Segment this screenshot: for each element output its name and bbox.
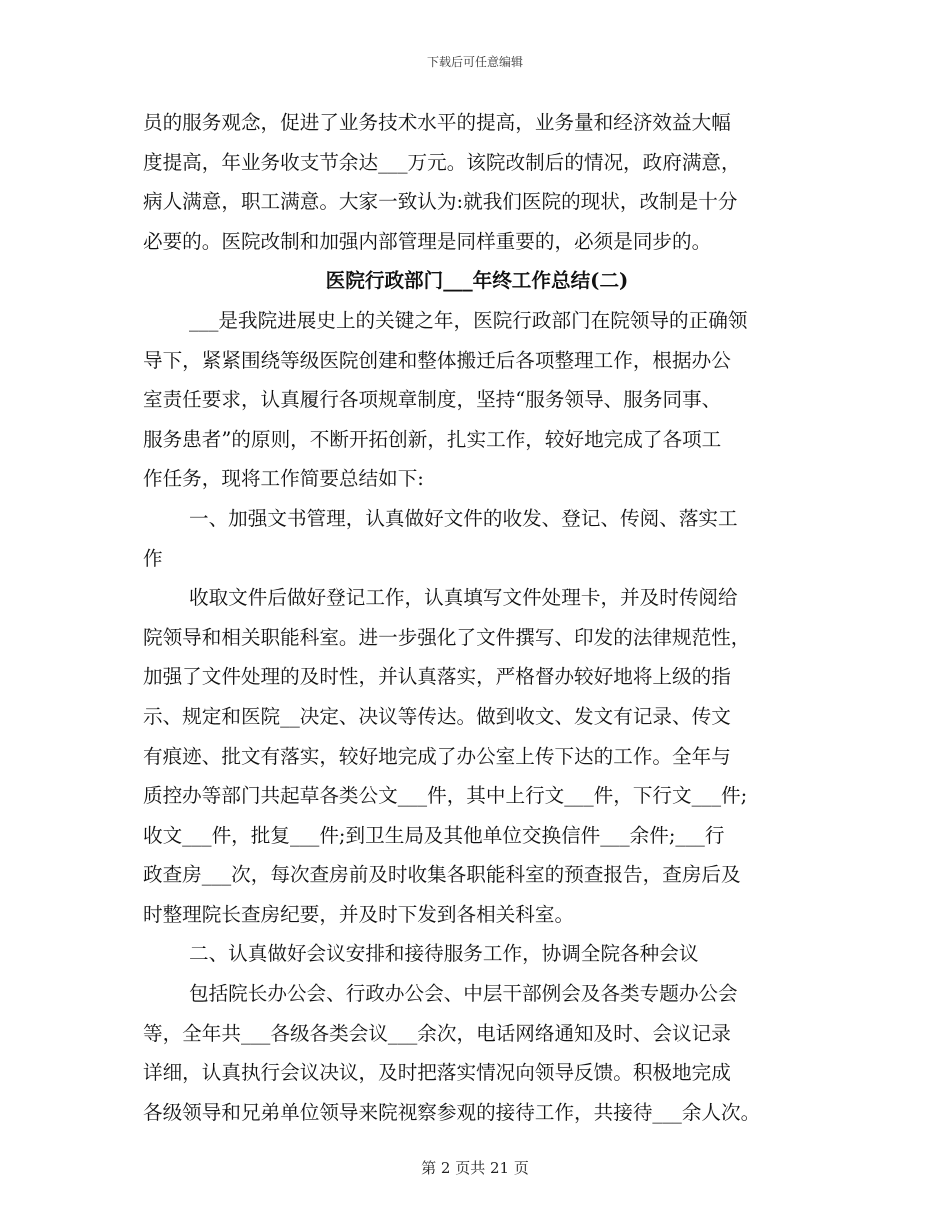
body-line: 院领导和相关职能科室。进一步强化了文件撰写、印发的法律规范性， [143,625,751,649]
body-line: ___是我院进展史上的关键之年，医院行政部门在院领导的正确领 [189,308,748,332]
body-line: 示、规定和医院__决定、决议等传达。做到收文、发文有记录、传文 [143,704,731,728]
page-header-note: 下载后可任意编辑 [426,55,523,69]
subheading-line: 作 [143,546,163,570]
body-line: 员的服务观念，促进了业务技术水平的提高，业务量和经济效益大幅 [143,111,731,134]
body-line: 收取文件后做好登记工作，认真填写文件处理卡，并及时传阅给 [189,586,738,610]
body-line: 导下，紧紧围绕等级医院创建和整体搬迁后各项整理工作，根据办公 [143,348,731,372]
document-body [143,103,811,1132]
body-line: 必要的。医院改制和加强内部管理是同样重要的，必须是同步的。 [143,229,712,253]
body-line: 收文___件，批复___件;到卫生局及其他单位交换信件___余件;___行 [143,823,725,847]
body-line: 室责任要求，认真履行各项规章制度，坚持“服务领导、服务同事、 [143,388,722,412]
section-title: 医院行政部门___年终工作总结(二) [325,269,629,293]
body-line: 政查房___次，每次查房前及时收集各职能科室的预查报告，查房后及 [143,863,741,887]
body-line: 包括院长办公会、行政办公会、中层干部例会及各类专题办公会 [189,982,738,1006]
body-line: 详细，认真执行会议决议，及时把落实情况向领导反馈。积极地完成 [143,1061,731,1085]
body-line: 时整理院长查房纪要，并及时下发到各相关科室。 [143,902,575,926]
body-line: 有痕迹、批文有落实，较好地完成了办公室上传下达的工作。全年与 [143,744,731,768]
body-line: 度提高，年业务收支节余达___万元。该院改制后的情况，政府满意， [143,150,741,174]
body-line: 作任务，现将工作简要总结如下: [143,467,424,491]
body-line: 各级领导和兄弟单位领导来院视察参观的接待工作，共接待___余人次。 [143,1100,761,1124]
body-line: 加强了文件处理的及时性，并认真落实，严格督办较好地将上级的指 [143,665,731,689]
body-line: 质控办等部门共起草各类公文___件，其中上行文___件，下行文___件; [143,784,748,808]
subheading-line: 一、加强文书管理，认真做好文件的收发、登记、传阅、落实工 [189,506,738,530]
subheading-line: 二、认真做好会议安排和接待服务工作，协调全院各种会议 [189,942,699,966]
page-number: 第 2 页共 21 页 [421,1159,529,1177]
body-line: 等，全年共___各级各类会议___余次，电话网络通知及时、会议记录 [143,1021,731,1045]
body-line: 服务患者”的原则，不断开拓创新，扎实工作，较好地完成了各项工 [143,427,722,451]
body-line: 病人满意，职工满意。大家一致认为:就我们医院的现状，改制是十分 [143,190,738,214]
